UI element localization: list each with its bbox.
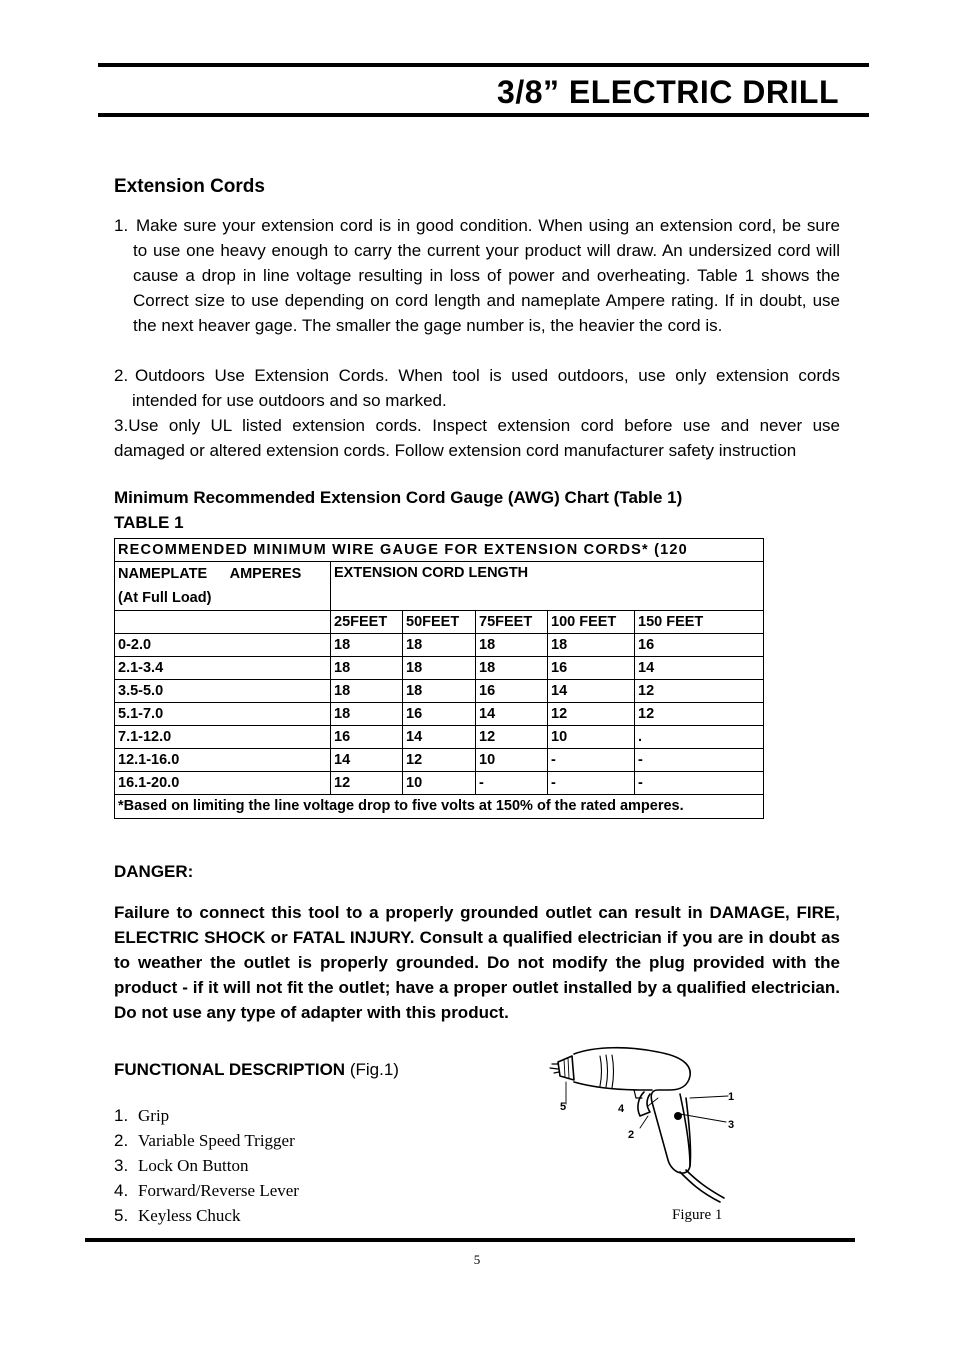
part-number: 5. (114, 1206, 129, 1225)
column-header: 25FEET (331, 611, 403, 634)
nameplate-header (115, 562, 331, 611)
table-cell (115, 611, 331, 634)
list-item (114, 213, 840, 338)
lock-button-shape (674, 1112, 682, 1120)
table-cell: 12 (548, 703, 635, 726)
top-rule-lower (98, 113, 869, 117)
table-cell: 14 (476, 703, 548, 726)
list-item-text: Use only UL listed extension cords. Inspect extension cord before use and never use damaged or altered extension cords. Follow extension cord manufacturer safety instruction (114, 416, 840, 460)
table-cell: 18 (403, 680, 476, 703)
trigger-shape (638, 1092, 650, 1116)
table-row (115, 703, 764, 726)
table-cell: 16 (635, 634, 764, 657)
table-cell: 12.1-16.0 (115, 749, 331, 772)
callout-4: 4 (618, 1103, 625, 1115)
table-cell: 16 (476, 680, 548, 703)
list-item (114, 1103, 299, 1128)
list-item-number: 1. (114, 216, 129, 235)
column-header: 100 FEET (548, 611, 635, 634)
callout-5: 5 (560, 1101, 567, 1113)
drill-body-shape (574, 1048, 691, 1173)
list-item-text: Outdoors Use Extension Cords. When tool is used outdoors, use only extension cords intended for use outdoors and so marked. (132, 366, 840, 410)
table-row (115, 680, 764, 703)
table-cell: 10 (476, 749, 548, 772)
table-cell: 7.1-12.0 (115, 726, 331, 749)
table-row (115, 749, 764, 772)
part-name: Variable Speed Trigger (138, 1131, 295, 1150)
list-item-number: 3. (114, 416, 129, 435)
table-cell: 14 (403, 726, 476, 749)
table-cell: 18 (331, 634, 403, 657)
table-cell: 3.5-5.0 (115, 680, 331, 703)
table-cell: 16 (331, 726, 403, 749)
list-item (114, 1178, 299, 1203)
list-item-text: Make sure your extension cord is in good condition. When using an extension cord, be sure to use one heavy enough to carry the current your product will draw. An undersized cord will cause a drop in line voltage resulting in loss of power and overheating. Table 1 shows the Correct size to use depending on cord length and nameplate Ampere rating. If in doubt, use the next heaver gage. The smaller the gage number is, the heavier the cord is. (133, 216, 840, 335)
table-title-row (115, 539, 764, 562)
table-cell: 10 (403, 772, 476, 795)
table-cell: 12 (331, 772, 403, 795)
nameplate-label: NAMEPLATE AMPERES (118, 566, 302, 582)
functional-heading (114, 1060, 399, 1080)
table-cell: - (635, 772, 764, 795)
table-cell: 12 (403, 749, 476, 772)
part-name: Lock On Button (138, 1156, 249, 1175)
table-cell: 18 (403, 657, 476, 680)
table-columns-row (115, 611, 764, 634)
table-row (115, 634, 764, 657)
table-cell: 10 (548, 726, 635, 749)
section-heading: Extension Cords (114, 176, 265, 197)
table-cell: 16 (403, 703, 476, 726)
table-footnote-row (115, 795, 764, 819)
table-cell: - (548, 772, 635, 795)
list-item (114, 363, 840, 413)
table-cell: 12 (635, 703, 764, 726)
table-row (115, 657, 764, 680)
parts-list (114, 1103, 299, 1228)
table-cell: - (548, 749, 635, 772)
nameplate-sub: (At Full Load) (118, 590, 212, 606)
table-cell: - (476, 772, 548, 795)
table-cell: - (635, 749, 764, 772)
cord-shape (680, 1170, 724, 1202)
table-label: TABLE 1 (114, 513, 184, 532)
table-row (115, 726, 764, 749)
table-cell: 18 (331, 680, 403, 703)
gauge-table (114, 538, 764, 819)
list-item-number: 2. (114, 366, 129, 385)
column-header: 150 FEET (635, 611, 764, 634)
table-cell: 16.1-20.0 (115, 772, 331, 795)
table-footnote: *Based on limiting the line voltage drop to five volts at 150% of the rated amperes. (115, 795, 764, 819)
table-cell: 14 (331, 749, 403, 772)
part-number: 1. (114, 1106, 129, 1125)
table-title: RECOMMENDED MINIMUM WIRE GAUGE FOR EXTENSION CORDS* (120 (115, 539, 764, 562)
table-cell: 18 (548, 634, 635, 657)
table-row (115, 772, 764, 795)
callout-1: 1 (728, 1091, 735, 1103)
list-item (114, 1153, 299, 1178)
list-item (114, 413, 840, 463)
callout-3: 3 (728, 1119, 735, 1131)
table-cell: 2.1-3.4 (115, 657, 331, 680)
figure-reference: (Fig.1) (349, 1060, 399, 1079)
table-cell: 0-2.0 (115, 634, 331, 657)
table-cell: 14 (548, 680, 635, 703)
drill-illustration (540, 1042, 740, 1207)
list-item (114, 1203, 299, 1228)
part-name: Keyless Chuck (138, 1206, 241, 1225)
table-cell: 18 (331, 657, 403, 680)
length-header: EXTENSION CORD LENGTH (331, 562, 764, 611)
danger-text: Failure to connect this tool to a properly grounded outlet can result in DAMAGE, FIRE, ELECTRIC SHOCK or FATAL INJURY. Consult a qualified electrician if you are in doubt as to weather the outlet is properly grounded. Do not modify the plug provided with the product - if it will not fit the outlet; have a proper outlet installed by a qualified electrician. Do not use any type of adapter with this product. (114, 903, 840, 1022)
functional-heading-text: FUNCTIONAL DESCRIPTION (114, 1060, 346, 1079)
part-number: 4. (114, 1181, 129, 1200)
table-cell: 18 (403, 634, 476, 657)
part-name: Forward/Reverse Lever (138, 1181, 299, 1200)
table-header-row (115, 562, 764, 611)
part-number: 2. (114, 1131, 129, 1150)
callout-2: 2 (628, 1129, 635, 1141)
table-cell: 16 (548, 657, 635, 680)
table-cell: 18 (476, 657, 548, 680)
table-cell: 14 (635, 657, 764, 680)
column-header: 50FEET (403, 611, 476, 634)
column-header: 75FEET (476, 611, 548, 634)
danger-label: DANGER: (114, 862, 194, 881)
top-rule-upper (98, 63, 869, 67)
table-cell: 5.1-7.0 (115, 703, 331, 726)
list-item (114, 1128, 299, 1153)
part-name: Grip (138, 1106, 170, 1125)
table-cell: 18 (476, 634, 548, 657)
chuck-shape (558, 1056, 574, 1080)
table-cell: . (635, 726, 764, 749)
page-title: 3/8” ELECTRIC DRILL (497, 74, 839, 110)
page-number: 5 (473, 1252, 481, 1267)
figure-caption: Figure 1 (672, 1207, 723, 1223)
part-number: 3. (114, 1156, 129, 1175)
table-cell: 18 (331, 703, 403, 726)
bottom-rule (85, 1238, 855, 1242)
table-cell: 12 (476, 726, 548, 749)
table-cell: 12 (635, 680, 764, 703)
chart-caption: Minimum Recommended Extension Cord Gauge (AWG) Chart (Table 1) (114, 488, 683, 507)
